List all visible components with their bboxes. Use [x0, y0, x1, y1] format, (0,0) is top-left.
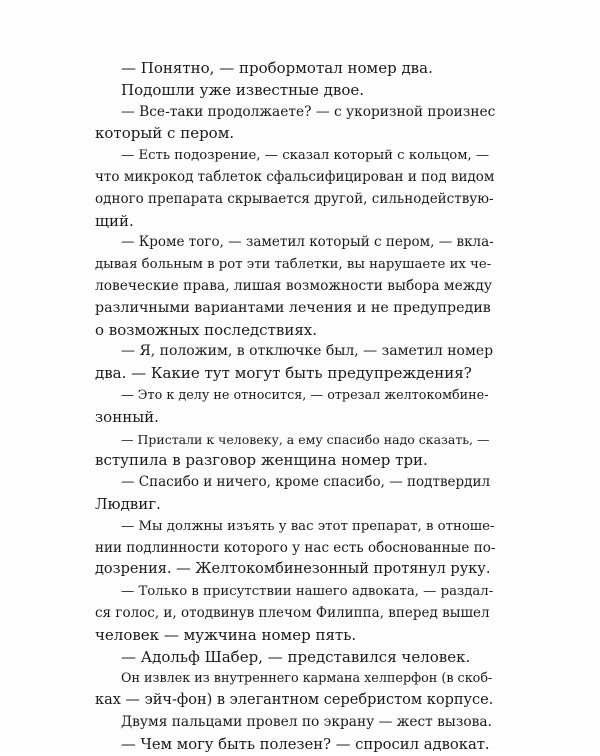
text-line: ся голос, и, отодвинув плечом Филиппа, вперед вышел [95, 604, 490, 621]
text-line: человек — мужчина номер пять. [95, 625, 357, 644]
text-line: — Я, положим, в отключке был, — заметил номер [121, 343, 494, 360]
text-line: — Все-таки продолжаете? — с укоризной произнес [121, 103, 496, 120]
text-line: ловеческие права, лишая возможности выбора между [95, 277, 492, 294]
text-line: одного препарата скрывается другой, сильнодействую- [95, 190, 494, 207]
text-line: щий. [95, 211, 134, 230]
text-line: что микрокод таблеток сфальсифицирован и под видом [95, 168, 495, 185]
text-line: — Спасибо и ничего, кроме спасибо, — подтвердил [121, 474, 491, 491]
text-line: Он извлек из внутреннего кармана хелперфон (в скоб- [121, 671, 493, 687]
text-line: — Пристали к человеку, а ему спасибо надо сказать, — [121, 431, 490, 447]
text-line: вступила в разговор женщина номер три. [95, 451, 428, 470]
text-line: зонный. [95, 407, 159, 426]
text-line: нии подлинности которого у нас есть обоснованные по- [95, 539, 496, 556]
text-line: — Мы должны изъять у вас этот препарат, в отноше- [121, 518, 495, 534]
text-line: различными вариантами лечения и не предупредив [95, 299, 491, 316]
body-text [95, 58, 495, 756]
text-line: Подошли уже известные двое. [121, 80, 365, 99]
text-line: Двумя пальцами провел по экрану — жест вызова. [121, 713, 492, 730]
text-line: — Кроме того, — заметил который с пером, — вкла- [121, 234, 494, 251]
text-line: Людвиг. [95, 494, 161, 513]
text-line: дозрения. — Желтокомбинезонный протянул руку. [95, 561, 491, 578]
text-line: — Адольф Шабер, — представился человек. [121, 647, 471, 666]
text-line: два. — Какие тут могут быть предупреждения? [95, 364, 472, 383]
text-line: — Понятно, — пробормотал номер два. [121, 59, 433, 77]
text-line: — Только в присутствии нашего адвоката, — раздал- [121, 584, 494, 600]
text-line: о возможных последствиях. [95, 320, 318, 339]
text-line: — Это к делу не относится, — отрезал желтокомбине- [121, 387, 489, 403]
text-line: — Чем могу быть полезен? — спросил адвокат. [121, 735, 490, 753]
text-line: ках — эйч-фон) в элегантном серебристом корпусе. [95, 692, 494, 709]
text-line: который с пером. [95, 124, 235, 143]
text-line: дывая больным в рот эти таблетки, вы нарушаете их че- [95, 257, 492, 273]
text-line: — Есть подозрение, — сказал который с кольцом, — [121, 148, 490, 164]
